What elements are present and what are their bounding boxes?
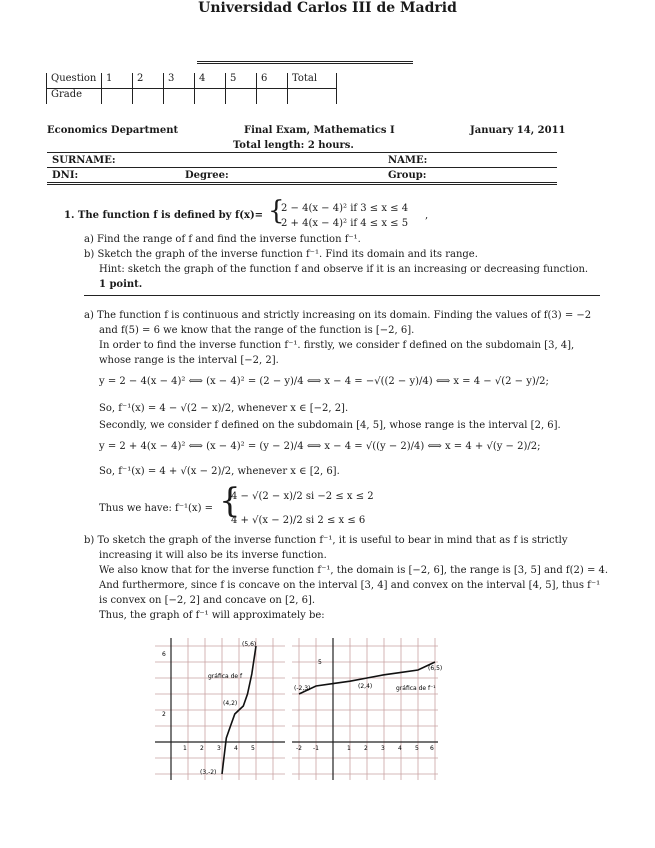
- inverse-case-2: 4 + √(x − 2)/2 si 2 ≤ x ≤ 6: [231, 515, 366, 526]
- point-label: (5,6): [242, 641, 257, 648]
- x-tick: -1: [313, 745, 319, 752]
- so-2: So, f⁻¹(x) = 4 + √(x − 2)/2, whenever x ∈ [2, 6].: [99, 466, 340, 477]
- x-tick: 3: [217, 745, 221, 752]
- grade-input-1: [102, 89, 133, 105]
- point-label: (-2,3): [294, 685, 311, 692]
- grade-input-2: [133, 89, 164, 105]
- y-tick: 2: [162, 711, 166, 718]
- problem-statement: 1. The function f is defined by f(x)=: [64, 210, 264, 221]
- x-tick: 5: [415, 745, 419, 752]
- divider: [47, 167, 557, 168]
- point-label: (4,2): [223, 700, 238, 707]
- grid: [292, 638, 438, 780]
- x-tick: -2: [296, 745, 302, 752]
- eq-2: y = 2 + 4(x − 4)² ⟺ (x − 4)² = (y − 2)/4 ⟺ x − 4 = √((y − 2)/4) ⟺ x = 4 + √(y − 2)/2;: [99, 441, 541, 452]
- sol-b3: We also know that for the inverse function f⁻¹, the domain is [−2, 6], the range is [3, 5] and f(2) = 4.: [99, 565, 609, 576]
- case-2: 2 + 4(x − 4)² if 4 ≤ x ≤ 5: [281, 218, 409, 229]
- sol-a5: Secondly, we consider f defined on the subdomain [4, 5], whose range is the interval [2, 6].: [99, 420, 561, 431]
- grade-label: Grade: [47, 89, 102, 105]
- sol-b5: is convex on [−2, 2] and concave on [2, 6].: [99, 595, 316, 606]
- grade-table: [46, 73, 337, 104]
- graph-f: [150, 636, 290, 782]
- grade-input-6: [257, 89, 288, 105]
- grade-cell: 4: [195, 73, 226, 89]
- points: 1 point.: [99, 279, 143, 290]
- point-label: (2,4): [358, 683, 373, 690]
- grade-input-5: [226, 89, 257, 105]
- point-label: (3,-2): [200, 769, 217, 776]
- grade-input-4: [195, 89, 226, 105]
- grade-cell: 3: [164, 73, 195, 89]
- x-tick: 4: [398, 745, 402, 752]
- case-brace: {: [268, 196, 285, 226]
- thus: Thus we have: f⁻¹(x) =: [99, 503, 214, 514]
- surname-label: SURNAME:: [52, 155, 116, 166]
- divider: [47, 184, 557, 185]
- x-tick: 4: [234, 745, 238, 752]
- sol-b1: b) To sketch the graph of the inverse function f⁻¹, it is useful to bear in mind that as f is strictly: [84, 535, 568, 546]
- sol-a2: and f(5) = 6 we know that the range of the function is [−2, 6].: [99, 325, 415, 336]
- curve-label: gráfica de f⁻¹: [396, 685, 436, 692]
- inverse-brace: {: [219, 481, 241, 521]
- exam-length: Total length: 2 hours.: [233, 140, 354, 151]
- hint: Hint: sketch the graph of the function f and observe if it is an increasing or decreasing function.: [99, 264, 589, 275]
- grade-cell: Question: [47, 73, 102, 89]
- department: Economics Department: [47, 125, 179, 136]
- name-label: NAME:: [388, 155, 428, 166]
- dni-label: DNI:: [52, 170, 79, 181]
- case-1: 2 − 4(x − 4)² if 3 ≤ x ≤ 4: [281, 203, 409, 214]
- comma: ,: [425, 210, 429, 221]
- graph-f-inverse: [290, 636, 443, 782]
- group-label: Group:: [388, 170, 427, 181]
- grade-cell: Total: [288, 73, 337, 89]
- title-underline: [197, 61, 413, 62]
- grade-input-3: [164, 89, 195, 105]
- part-b: b) Sketch the graph of the inverse function f⁻¹. Find its domain and its range.: [84, 249, 478, 260]
- grade-cell: 2: [133, 73, 164, 89]
- so-1: So, f⁻¹(x) = 4 − √(2 − x)/2, whenever x ∈ [−2, 2].: [99, 403, 349, 414]
- grade-cell: 1: [102, 73, 133, 89]
- x-tick: 2: [364, 745, 368, 752]
- sol-b2: increasing it will also be its inverse function.: [99, 550, 327, 561]
- x-tick: 1: [347, 745, 351, 752]
- sol-a4: whose range is the interval [−2, 2].: [99, 355, 279, 366]
- point-label: (6,5): [428, 665, 443, 672]
- x-tick: 5: [251, 745, 255, 752]
- grade-table-value-row: [47, 89, 337, 105]
- title-underline-2: [197, 63, 413, 64]
- x-tick: 2: [200, 745, 204, 752]
- sol-a3: In order to find the inverse function f⁻¹. firstly, we consider f defined on the subdomain [3, 4],: [99, 340, 575, 351]
- divider: [47, 182, 557, 183]
- exam-title: Final Exam, Mathematics I: [244, 125, 395, 136]
- y-tick: 5: [318, 659, 322, 666]
- grade-table-header-row: [47, 73, 337, 89]
- y-tick: 6: [162, 651, 166, 658]
- exam-date: January 14, 2011: [470, 125, 566, 136]
- sol-b6: Thus, the graph of f⁻¹ will approximately be:: [99, 610, 325, 621]
- sol-a1: a) The function f is continuous and strictly increasing on its domain. Finding the values of f(3) = −2: [84, 310, 592, 321]
- grid: [155, 638, 285, 780]
- eq-1: y = 2 − 4(x − 4)² ⟺ (x − 4)² = (2 − y)/4 ⟺ x − 4 = −√((2 − y)/4) ⟺ x = 4 − √(2 − y)/2;: [99, 376, 549, 387]
- degree-label: Degree:: [185, 170, 229, 181]
- x-tick: 1: [183, 745, 187, 752]
- x-tick: 3: [381, 745, 385, 752]
- sol-b4: And furthermore, since f is concave on the interval [3, 4] and convex on the interval [4, 5], thus f⁻¹: [99, 580, 601, 591]
- grade-input-total: [288, 89, 337, 105]
- curve-label: gráfica de f: [208, 673, 243, 680]
- grade-cell: 6: [257, 73, 288, 89]
- grade-cell: 5: [226, 73, 257, 89]
- inverse-case-1: 4 − √(2 − x)/2 si −2 ≤ x ≤ 2: [231, 491, 374, 502]
- solution-divider: [84, 295, 600, 296]
- divider: [47, 152, 557, 153]
- part-a: a) Find the range of f and find the inverse function f⁻¹.: [84, 234, 361, 245]
- university-title: Universidad Carlos III de Madrid: [198, 0, 457, 16]
- x-tick: 6: [430, 745, 434, 752]
